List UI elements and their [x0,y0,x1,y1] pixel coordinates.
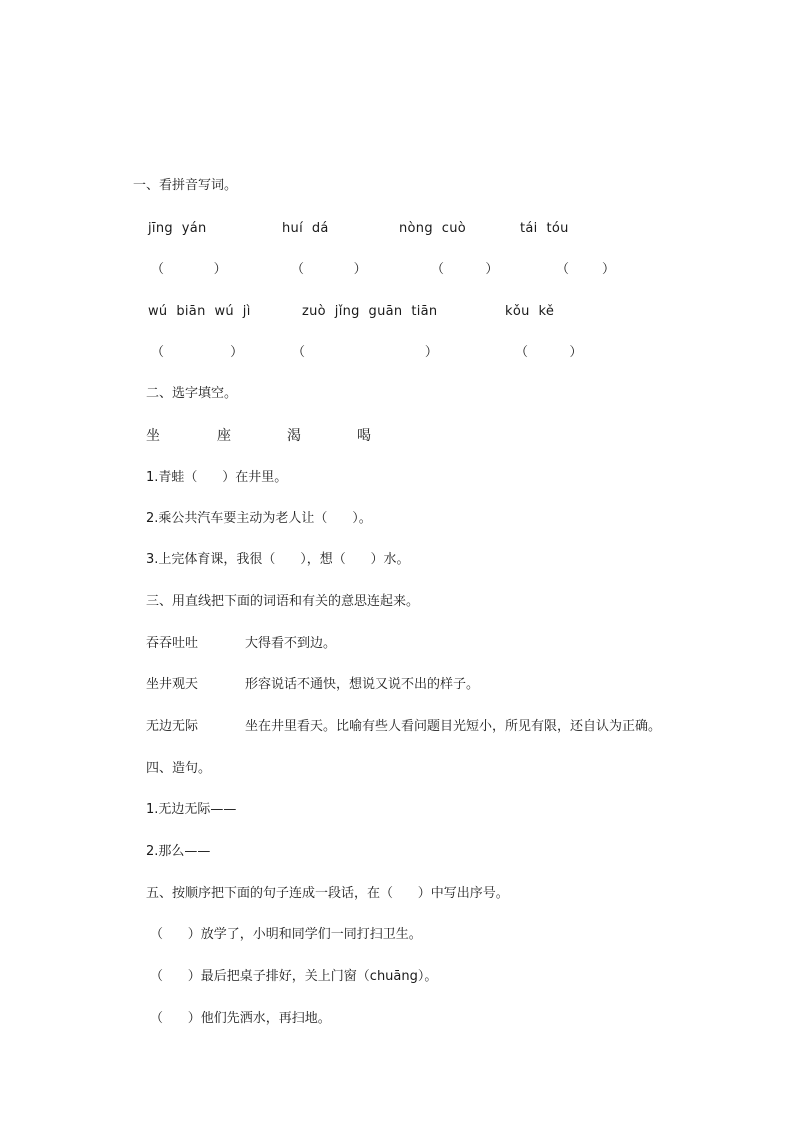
pinyin-wu-bian-wu-ji: wú biān wú jì [148,304,251,319]
section-2-title: 二、选字填空。 [146,386,238,401]
answer-blank[interactable]: （ ） [291,262,367,277]
sentence-question-1: 1.无边无际—— [146,802,237,817]
char-option: 喝 [357,428,371,444]
match-word[interactable]: 无边无际 [146,719,199,734]
fill-question-2: 2.乘公共汽车要主动为老人让（ ）。 [146,511,372,526]
sentence-question-2: 2.那么—— [146,844,211,859]
char-option: 座 [217,428,231,444]
pinyin-tai-tou: tái tóu [520,221,569,236]
answer-blank[interactable]: （ ） [556,262,616,277]
order-item: （ ）他们先洒水，再扫地。 [150,1011,331,1026]
section-4-title: 四、造句。 [146,761,212,776]
answer-blank[interactable]: （ ） [515,345,583,360]
pinyin-kou-ke: kǒu kě [505,304,555,319]
pinyin-nong-cuo: nòng cuò [399,221,466,236]
answer-blank[interactable]: （ ） [151,262,227,277]
char-option: 渴 [287,428,301,444]
match-word[interactable]: 吞吞吐吐 [146,636,199,651]
match-meaning[interactable]: 坐在井里看天。比喻有些人看问题目光短小，所见有限，还自认为正确。 [245,719,662,734]
answer-blank[interactable]: （ ） [292,345,438,360]
fill-question-3: 3.上完体育课，我很（ ），想（ ）水。 [146,552,410,567]
pinyin-zuo-jing-guan-tian: zuò jǐng guān tiān [302,304,438,319]
order-item: （ ）最后把桌子排好，关上门窗（chuāng）。 [150,969,438,984]
order-item: （ ）放学了，小明和同学们一同打扫卫生。 [150,927,422,942]
char-option: 坐 [146,428,160,444]
fill-question-1: 1.青蛙（ ）在井里。 [146,470,288,485]
match-meaning[interactable]: 形容说话不通快，想说又说不出的样子。 [245,677,480,692]
section-1-title: 一、看拼音写词。 [133,178,238,193]
pinyin-hui-da: huí dá [282,221,329,236]
section-3-title: 三、用直线把下面的词语和有关的意思连起来。 [146,594,420,609]
pinyin-jing-yan: jīng yán [148,221,207,236]
answer-blank[interactable]: （ ） [431,262,499,277]
section-5-title: 五、按顺序把下面的句子连成一段话，在（ ）中写出序号。 [146,886,509,901]
match-meaning[interactable]: 大得看不到边。 [245,636,337,651]
match-word[interactable]: 坐井观天 [146,677,199,692]
answer-blank[interactable]: （ ） [151,345,244,360]
